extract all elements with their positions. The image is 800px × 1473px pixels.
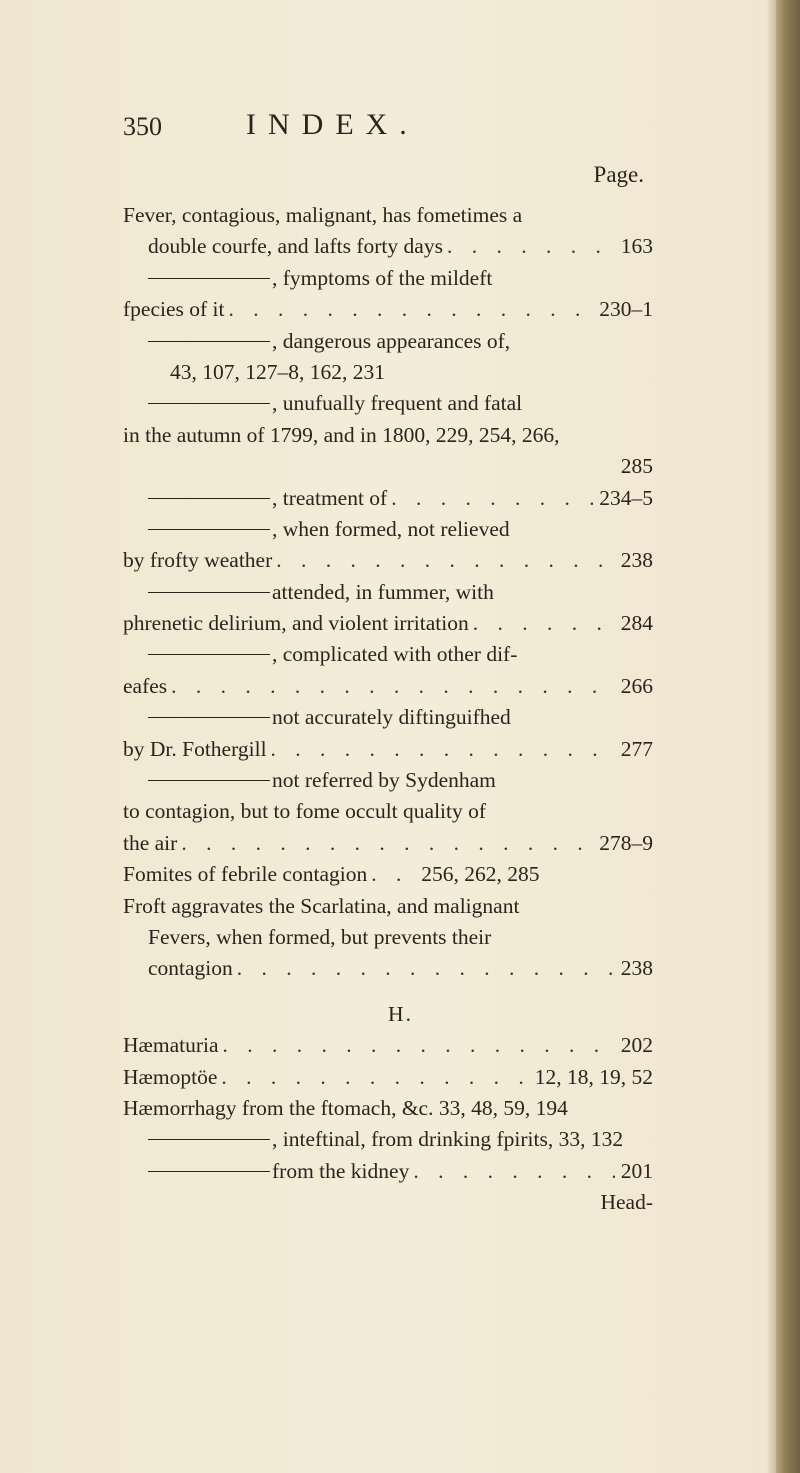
dot-leader: [267, 734, 615, 765]
page-ref: 163: [620, 234, 653, 259]
ditto-dash: [148, 780, 270, 781]
index-line: [123, 263, 653, 294]
index-line: [123, 388, 653, 419]
ditto-dash: [148, 341, 270, 342]
index-line: [123, 326, 653, 357]
dot-leader: [219, 1030, 615, 1061]
index-line: [123, 1093, 653, 1124]
ditto-dash: [148, 498, 270, 499]
index-line: [123, 420, 653, 451]
ditto-dash: [148, 592, 270, 593]
page-ref: 234–5: [599, 485, 653, 510]
index-line: [123, 1062, 653, 1093]
entry-text: , complicated with other dif-: [272, 642, 518, 667]
entry-text: Hæmorrhagy from the ftomach, &c. 33, 48, 59, 194: [123, 1095, 568, 1120]
index-line: [123, 1030, 653, 1061]
entry-text: Hæmaturia: [123, 1033, 219, 1058]
entry-text: Fever, contagious, malignant, has fometimes a: [123, 203, 523, 227]
page-column-label: Page.: [593, 162, 644, 187]
dot-leader: [272, 545, 615, 576]
entry-text: Hæmoptöe: [123, 1064, 218, 1089]
entry-text: to contagion, but to fome occult quality of: [123, 799, 487, 824]
ditto-dash: [148, 1171, 270, 1172]
entry-text: , inteftinal, from drinking fpirits, 33, 132: [272, 1127, 624, 1152]
section-heading: H.: [388, 1001, 413, 1026]
catchword: Head-: [600, 1190, 653, 1215]
index-line: [123, 671, 653, 702]
index-line: [123, 1156, 653, 1187]
index-line: [123, 545, 653, 576]
dot-leader: [367, 859, 415, 890]
entry-text: eafes: [123, 673, 168, 698]
ditto-dash: [148, 403, 270, 404]
index-line: [123, 859, 653, 890]
entry-text: in the autumn of 1799, and in 1800, 229, 254, 266,: [123, 422, 560, 447]
entry-text: from the kidney: [272, 1158, 410, 1183]
page-ref: 277: [620, 736, 653, 761]
page-edge: [776, 0, 800, 1473]
index-line: [123, 639, 653, 670]
entry-text: by Dr. Fothergill: [123, 736, 267, 761]
index-line: [123, 514, 653, 545]
index-line: [123, 734, 653, 765]
ditto-dash: [148, 278, 270, 279]
page-ref: 12, 18, 19, 52: [534, 1064, 653, 1089]
page-number: 350: [123, 112, 162, 141]
page-ref: 238: [620, 548, 653, 573]
dot-leader: [469, 608, 615, 639]
entry-text: , dangerous appearances of,: [272, 328, 511, 353]
page-ref: 238: [620, 956, 653, 981]
page-title: INDEX.: [246, 108, 419, 141]
index-line: [123, 1124, 653, 1155]
index-line: [123, 891, 653, 922]
page-ref: 201: [620, 1158, 653, 1183]
index-entries: [123, 200, 653, 1219]
page-ref: 230–1: [599, 297, 653, 322]
ditto-dash: [148, 654, 270, 655]
entry-text: not referred by Sydenham: [272, 768, 496, 793]
index-line: [123, 922, 653, 953]
entry-text: the air: [123, 830, 178, 855]
section-letter: [123, 999, 653, 1030]
dot-leader: [387, 483, 593, 514]
page-ref: 266: [620, 673, 653, 698]
dot-leader: [233, 953, 615, 984]
page-ref: 256, 262, 285: [421, 862, 540, 887]
index-line: [123, 953, 653, 984]
dot-leader: [167, 671, 615, 702]
index-line: [123, 451, 653, 482]
entry-text: not accurately diftinguifhed: [272, 705, 511, 730]
ditto-dash: [148, 1139, 270, 1140]
dot-leader: [225, 294, 594, 325]
index-line: [123, 828, 653, 859]
index-line: [123, 294, 653, 325]
index-line: [123, 796, 653, 827]
entry-text: fpecies of it: [123, 297, 225, 322]
entry-text: , unufually frequent and fatal: [272, 391, 523, 416]
page-refs: 43, 107, 127–8, 162, 231: [170, 359, 385, 384]
entry-text: phrenetic delirium, and violent irritation: [123, 611, 469, 636]
dot-leader: [177, 828, 593, 859]
dot-leader: [409, 1156, 614, 1187]
page-ref: 278–9: [599, 830, 653, 855]
page-ref: 285: [620, 454, 653, 479]
index-line: [123, 577, 653, 608]
index-line: [123, 231, 653, 262]
ditto-dash: [148, 717, 270, 718]
entry-text: double courfe, and lafts forty days: [148, 234, 443, 259]
entry-text: , treatment of: [272, 485, 388, 510]
index-line: [123, 702, 653, 733]
index-line: [123, 357, 653, 388]
index-line: [123, 608, 653, 639]
dot-leader: [443, 231, 615, 262]
entry-text: by frofty weather: [123, 548, 273, 573]
page-ref: 284: [620, 611, 653, 636]
entry-text: , when formed, not relieved: [272, 516, 510, 541]
index-line: [123, 765, 653, 796]
index-line: [123, 483, 653, 514]
page-ref: 202: [620, 1033, 653, 1058]
ditto-dash: [148, 529, 270, 530]
entry-text: attended, in fummer, with: [272, 579, 494, 604]
page-header: [123, 108, 663, 148]
dot-leader: [217, 1062, 528, 1093]
index-line: [123, 200, 653, 231]
entry-text: contagion: [148, 956, 233, 981]
entry-text: Froft aggravates the Scarlatina, and malignant: [123, 893, 520, 918]
entry-text: , fymptoms of the mildeft: [272, 265, 493, 290]
catchword-line: [123, 1187, 653, 1218]
entry-text: Fevers, when formed, but prevents their: [148, 924, 492, 949]
entry-text: Fomites of febrile contagion: [123, 862, 368, 887]
